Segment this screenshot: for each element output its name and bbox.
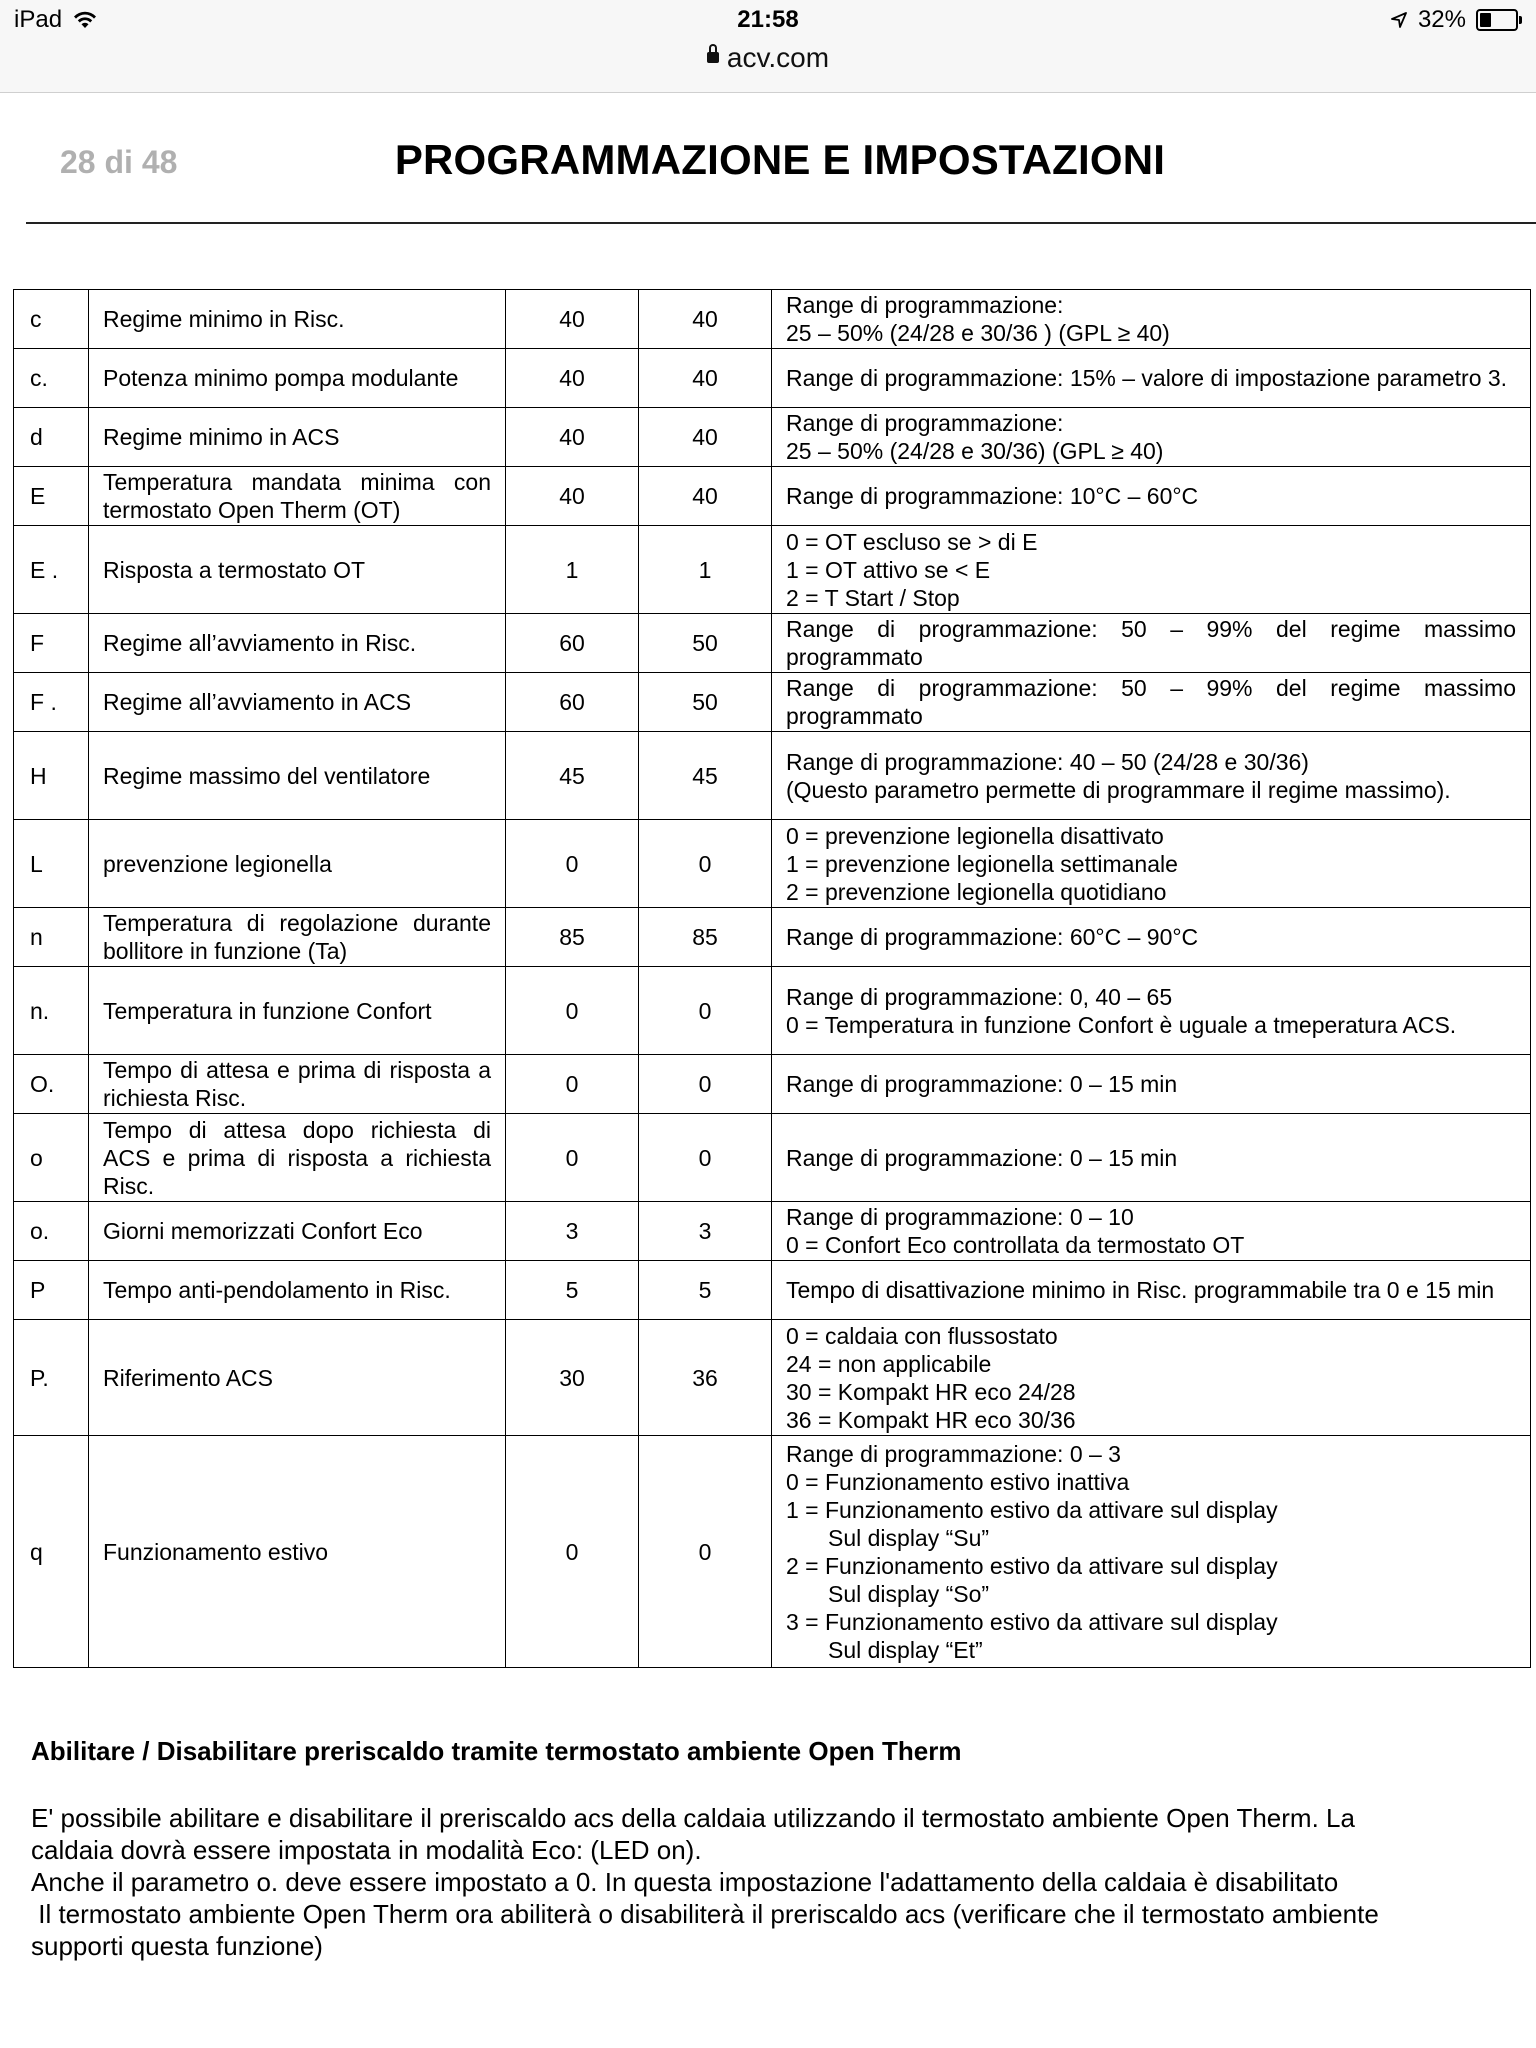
param-name: Risposta a termostato OT (89, 526, 506, 614)
param-range (772, 349, 1531, 408)
param-name: Temperatura mandata minima con termostato Open Therm (OT) (89, 467, 506, 526)
param-value-1: 30 (506, 1320, 639, 1436)
body-line: E' possibile abilitare e disabilitare il preriscaldo acs della caldaia utilizzando il termostato ambiente Open Therm. La (31, 1803, 1355, 1833)
param-name: Regime massimo del ventilatore (89, 732, 506, 820)
param-code: E (14, 467, 89, 526)
param-code: c (14, 290, 89, 349)
param-value-1: 40 (506, 408, 639, 467)
body-line: Il termostato ambiente Open Therm ora abiliterà o disabiliterà il preriscaldo acs (verificare che il termostato ambiente (31, 1899, 1379, 1929)
range-line: (Questo parametro permette di programmare il regime massimo). (786, 776, 1451, 803)
table-row (14, 820, 1531, 908)
range-line: Range di programmazione: 50 – 99% del regime massimo programmato (786, 616, 1516, 670)
table-row (14, 408, 1531, 467)
body-line: supporti questa funzione) (31, 1931, 323, 1961)
param-range (772, 408, 1531, 467)
section-heading: Abilitare / Disabilitare preriscaldo tramite termostato ambiente Open Therm (31, 1736, 962, 1766)
table-row (14, 526, 1531, 614)
param-code: q (14, 1436, 89, 1668)
param-name: Riferimento ACS (89, 1320, 506, 1436)
param-value-1: 0 (506, 967, 639, 1055)
page-title: PROGRAMMAZIONE E IMPOSTAZIONI (394, 136, 1166, 183)
range-line: 36 = Kompakt HR eco 30/36 (786, 1406, 1076, 1433)
param-value-1: 0 (506, 820, 639, 908)
param-name: Temperatura di regolazione durante bollitore in funzione (Ta) (89, 908, 506, 967)
table-row (14, 908, 1531, 967)
range-line: 0 = OT escluso se > di E (786, 528, 1038, 555)
table-row (14, 1261, 1531, 1320)
param-value-2: 40 (639, 408, 772, 467)
lock-icon (707, 52, 719, 63)
page-counter: 28 di 48 (60, 144, 178, 180)
param-value-2: 50 (639, 614, 772, 673)
param-value-2: 85 (639, 908, 772, 967)
param-code: o (14, 1114, 89, 1202)
body-line: caldaia dovrà essere impostata in modalità Eco: (LED on). (31, 1835, 702, 1865)
range-line: Tempo di disattivazione minimo in Risc. programmabile tra 0 e 15 min (786, 1277, 1495, 1303)
range-line: Range di programmazione: 0 – 15 min (786, 1071, 1178, 1097)
param-range (772, 673, 1531, 732)
range-line: 2 = T Start / Stop (786, 584, 960, 611)
battery-tip (1519, 16, 1522, 24)
range-line: Range di programmazione: (786, 292, 1064, 318)
param-value-1: 3 (506, 1202, 639, 1261)
param-value-1: 1 (506, 526, 639, 614)
url-text: acv.com (726, 42, 830, 73)
table-row (14, 467, 1531, 526)
range-line: 0 = prevenzione legionella disattivato (786, 822, 1164, 849)
section-body (31, 1802, 1511, 1962)
table-row (14, 732, 1531, 820)
param-value-2: 40 (639, 290, 772, 349)
param-value-1: 60 (506, 673, 639, 732)
table-row (14, 1202, 1531, 1261)
param-value-1: 60 (506, 614, 639, 673)
param-value-2: 36 (639, 1320, 772, 1436)
parameters-table-body (14, 290, 1531, 1668)
param-name: Regime minimo in ACS (89, 408, 506, 467)
body-line: Anche il parametro o. deve essere impostato a 0. In questa impostazione l'adattamento della caldaia è disabilitato (31, 1867, 1339, 1897)
param-range (772, 1114, 1531, 1202)
range-line: Sul display “Et” (828, 1636, 983, 1663)
range-line: 1 = prevenzione legionella settimanale (786, 850, 1178, 877)
param-value-1: 45 (506, 732, 639, 820)
range-line: 25 – 50% (24/28 e 30/36 ) (GPL ≥ 40) (786, 320, 1170, 346)
param-range (772, 290, 1531, 349)
range-line: Range di programmazione: (786, 410, 1064, 436)
param-value-2: 50 (639, 673, 772, 732)
param-code: L (14, 820, 89, 908)
param-range (772, 1261, 1531, 1320)
param-range (772, 732, 1531, 820)
table-row (14, 967, 1531, 1055)
param-range (772, 467, 1531, 526)
range-line: 1 = Funzionamento estivo da attivare sul display (786, 1496, 1278, 1523)
param-code: P. (14, 1320, 89, 1436)
table-row (14, 349, 1531, 408)
range-line: Range di programmazione: 0, 40 – 65 (786, 983, 1173, 1010)
param-range (772, 967, 1531, 1055)
param-range (772, 1436, 1531, 1668)
param-value-2: 3 (639, 1202, 772, 1261)
param-value-1: 0 (506, 1436, 639, 1668)
param-value-2: 1 (639, 526, 772, 614)
table-row (14, 614, 1531, 673)
range-line: 2 = Funzionamento estivo da attivare sul display (786, 1552, 1278, 1579)
param-name: Temperatura in funzione Confort (89, 967, 506, 1055)
range-line: Range di programmazione: 60°C – 90°C (786, 924, 1199, 950)
param-value-1: 85 (506, 908, 639, 967)
param-value-2: 0 (639, 1114, 772, 1202)
table-row (14, 1055, 1531, 1114)
table-row (14, 290, 1531, 349)
range-line: 30 = Kompakt HR eco 24/28 (786, 1378, 1076, 1405)
status-right (1390, 6, 1518, 34)
param-name: Tempo anti-pendolamento in Risc. (89, 1261, 506, 1320)
range-line: Range di programmazione: 50 – 99% del regime massimo programmato (786, 675, 1516, 729)
param-value-1: 40 (506, 349, 639, 408)
header-divider (26, 222, 1536, 224)
battery-icon (1476, 9, 1518, 31)
range-line: 0 = Temperatura in funzione Confort è uguale a tmeperatura ACS. (786, 1011, 1457, 1038)
param-name: Giorni memorizzati Confort Eco (89, 1202, 506, 1261)
param-value-2: 0 (639, 1055, 772, 1114)
param-range (772, 526, 1531, 614)
param-value-2: 5 (639, 1261, 772, 1320)
range-line: Range di programmazione: 15% – valore di impostazione parametro 3. (786, 365, 1508, 391)
param-code: O. (14, 1055, 89, 1114)
range-line: Range di programmazione: 0 – 15 min (786, 1144, 1178, 1171)
param-value-2: 40 (639, 467, 772, 526)
range-line: Range di programmazione: 0 – 3 (786, 1440, 1121, 1467)
param-code: c. (14, 349, 89, 408)
param-code: n (14, 908, 89, 967)
table-row (14, 1436, 1531, 1668)
param-name: Tempo di attesa e prima di risposta a richiesta Risc. (89, 1055, 506, 1114)
range-line: 3 = Funzionamento estivo da attivare sul display (786, 1608, 1278, 1635)
battery-percent: 32% (1417, 6, 1466, 33)
range-line: Sul display “So” (828, 1580, 990, 1607)
param-name: Tempo di attesa dopo richiesta di ACS e prima di risposta a richiesta Risc. (89, 1114, 506, 1202)
param-range (772, 1320, 1531, 1436)
param-name: Regime all’avviamento in Risc. (89, 614, 506, 673)
status-time: 21:58 (737, 6, 799, 33)
range-line: 0 = Funzionamento estivo inattiva (786, 1468, 1130, 1495)
table-row (14, 1114, 1531, 1202)
param-code: d (14, 408, 89, 467)
table-row (14, 1320, 1531, 1436)
range-line: Sul display “Su” (828, 1524, 990, 1551)
param-range (772, 1202, 1531, 1261)
param-value-1: 5 (506, 1261, 639, 1320)
battery-level (1480, 13, 1491, 27)
param-value-1: 0 (506, 1114, 639, 1202)
param-value-2: 0 (639, 1436, 772, 1668)
param-name: Regime minimo in Risc. (89, 290, 506, 349)
range-line: 24 = non applicabile (786, 1350, 992, 1377)
param-code: P (14, 1261, 89, 1320)
range-line: 25 – 50% (24/28 e 30/36) (GPL ≥ 40) (786, 438, 1164, 464)
param-name: Funzionamento estivo (89, 1436, 506, 1668)
param-value-2: 0 (639, 967, 772, 1055)
param-code: n. (14, 967, 89, 1055)
param-value-1: 0 (506, 1055, 639, 1114)
param-code: F (14, 614, 89, 673)
param-name: Potenza minimo pompa modulante (89, 349, 506, 408)
param-range (772, 614, 1531, 673)
param-name: Regime all’avviamento in ACS (89, 673, 506, 732)
param-range (772, 820, 1531, 908)
address-bar[interactable] (0, 42, 1536, 74)
device-name: iPad (14, 6, 63, 33)
param-range (772, 908, 1531, 967)
location-arrow-icon (1390, 11, 1408, 29)
status-bar (0, 0, 1536, 93)
param-code: E . (14, 526, 89, 614)
range-line: 0 = caldaia con flussostato (786, 1322, 1058, 1349)
param-code: F . (14, 673, 89, 732)
param-value-1: 40 (506, 467, 639, 526)
param-name: prevenzione legionella (89, 820, 506, 908)
range-line: 2 = prevenzione legionella quotidiano (786, 878, 1167, 905)
param-value-2: 0 (639, 820, 772, 908)
param-value-2: 40 (639, 349, 772, 408)
range-line: Range di programmazione: 10°C – 60°C (786, 483, 1199, 509)
range-line: 1 = OT attivo se < E (786, 556, 991, 583)
param-range (772, 1055, 1531, 1114)
parameters-table (13, 289, 1531, 1668)
range-line: Range di programmazione: 40 – 50 (24/28 e 30/36) (786, 748, 1309, 775)
param-value-2: 45 (639, 732, 772, 820)
range-line: Range di programmazione: 0 – 10 (786, 1204, 1134, 1230)
range-line: 0 = Confort Eco controllata da termostato OT (786, 1232, 1245, 1258)
param-value-1: 40 (506, 290, 639, 349)
param-code: o. (14, 1202, 89, 1261)
table-row (14, 673, 1531, 732)
param-code: H (14, 732, 89, 820)
